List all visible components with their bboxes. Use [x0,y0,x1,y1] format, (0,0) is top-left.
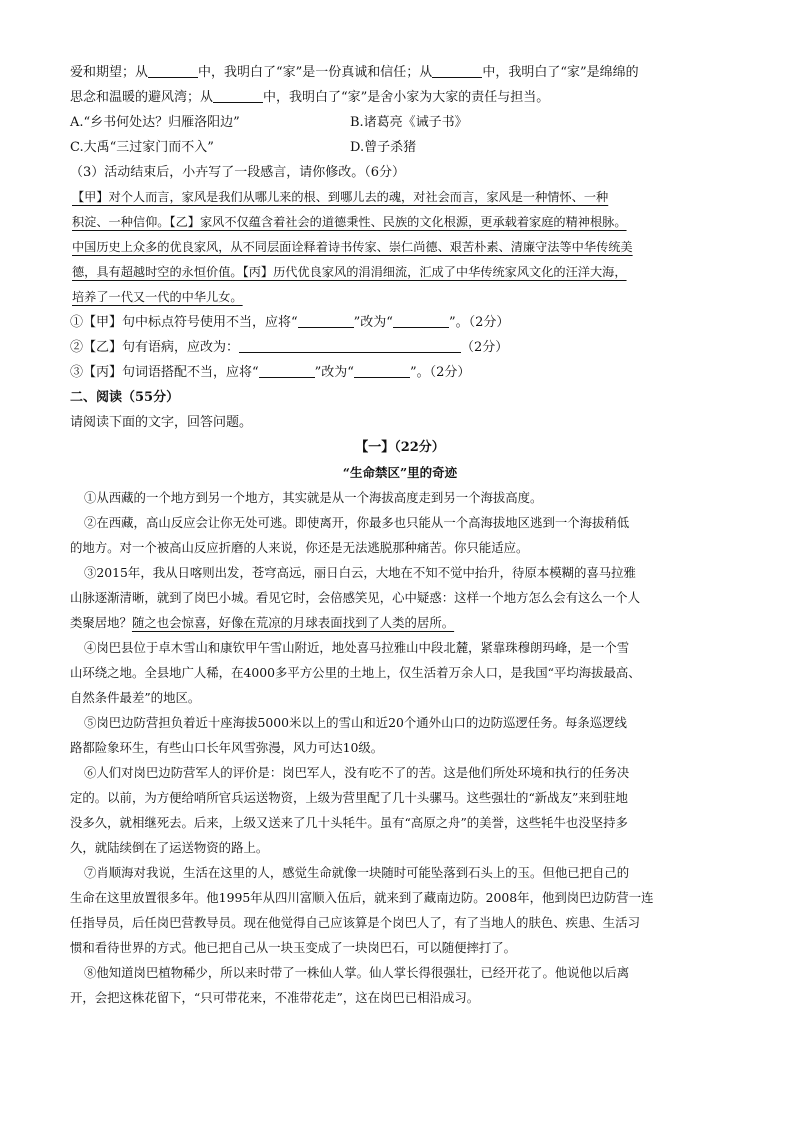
options-row-1 [70,110,730,135]
answer-blank[interactable] [298,313,354,328]
sub-text: ”。（2分） [448,315,510,330]
intro-text: 中，我明白了“家”是舍小家为大家的责任与担当。 [263,90,550,105]
answer-blank[interactable] [354,363,410,378]
paragraph-line: 山脉逐渐清晰，就到了岗巴小城。看见它时，会倍感笑见，心中疑惑：这样一个地方怎么会有这么一个人 [70,590,640,605]
paragraph-line: 定的。以前，为方便给哨所官兵运送物资，上级为营里配了几十头骡马。这些强壮的“新战友”来到驻地 [70,790,628,805]
reading-instruction: 请阅读下面的文字，回答问题。 [70,415,253,430]
paragraph-line: 开，会把这株花留下，“只可带花来，不准带花走”，这在岗巴已相沿成习。 [70,990,480,1005]
paragraph-2 [70,510,730,560]
paragraph-7 [70,860,730,960]
paragraph-line: 路都险象环生，有些山口长年风雪弥漫，风力可达10级。 [70,740,384,755]
sub-text: ②【乙】句有语病，应改为： [70,340,240,355]
answer-blank[interactable] [148,63,198,78]
option-d: D.曾子杀猪 [350,140,417,155]
intro-text: 中，我明白了“家”是绵绵的 [482,65,639,80]
intro-text: 中，我明白了“家”是一份真诚和信任；从 [198,65,433,80]
option-b: B.诸葛亮《诫子书》 [350,115,468,130]
passage-line: 培养了一代又一代的中华儿女。 [72,290,243,304]
answer-blank[interactable] [259,363,315,378]
part-1-heading: 【一】（22分） [355,440,445,455]
options-row-2 [70,135,730,160]
sub-question-1 [70,310,730,335]
passage-line: 【甲】对个人而言，家风是我们从哪儿来的根、到哪儿去的魂，对社会而言，家风是一种情怀、一种 [72,190,609,204]
paragraph-line: ⑤岗巴边防营担负着近十座海拔5000米以上的雪山和近20个通外山口的边防巡逻任务。每条巡逻线 [84,715,627,730]
sub-text: ”。（2分） [409,365,471,380]
paragraph-line: ②在西藏，高山反应会让你无处可逃。即使离开，你最多也只能从一个高海拔地区逃到一个海拔稍低 [84,515,630,530]
intro-text: 思念和温暖的避风湾；从 [70,90,214,105]
paragraph-line: 没多久，就相继死去。后来，上级又送来了几十头牦牛。虽有“高原之舟”的美誉，这些牦牛也没坚持多 [70,815,628,830]
paragraph-line [70,610,730,635]
sub-question-3 [70,360,730,385]
passage-line: 中国历史上众多的优良家风，从不同层面诠释着诗书传家、崇仁尚德、艰苦朴素、清廉守法等中华传统美 [72,240,633,254]
paragraph-line: ④岗巴县位于卓木雪山和康钦甲午雪山附近，地处喜马拉雅山中段北麓，紧靠珠穆朗玛峰，是一个雪 [84,640,630,655]
paragraph-8 [70,960,730,1010]
passage-line: 德，具有超越时空的永恒价值。【丙】历代优良家风的涓涓细流，汇成了中华传统家风文化的汪洋大海， [72,265,627,279]
paragraph-3 [70,560,730,635]
paragraph-line: 自然条件最差”的地区。 [70,690,201,705]
paragraph-line: 久，就陆续倒在了运送物资的路上。 [70,840,269,855]
sub-question-2 [70,335,730,360]
paragraph-text: 类聚居地？ [70,615,132,630]
answer-blank[interactable] [393,313,449,328]
answer-blank[interactable] [432,63,482,78]
option-a: A.“乡书何处达？归雁洛阳边” [70,115,240,130]
intro-line-2 [70,85,730,110]
intro-line-1 [70,60,730,85]
paragraph-line: 惯和看待世界的方式。他已把自己从一块玉变成了一块岗巴石，可以随便摔打了。 [70,940,517,955]
question-3: （3）活动结束后，小卉写了一段感言，请你修改。（6分） [70,165,406,180]
sub-text: （2分） [461,340,509,355]
exam-page [70,60,730,1010]
intro-text: 爱和期望；从 [70,65,149,80]
paragraph-line: ⑧他知道岗巴植物稀少，所以来时带了一株仙人掌。仙人掌长得很强壮，已经开花了。他说他以后离 [84,965,630,980]
paragraph-line: 生命在这里放置很多年。他1995年从四川富顺入伍后，就来到了藏南边防。2008年，他到岗巴边防营一连 [70,890,654,905]
section-2-heading: 二、阅读（55分） [70,390,180,405]
sub-text: ①【甲】句中标点符号使用不当，应将“ [70,315,298,330]
paragraph-6 [70,760,730,860]
passage-line: 积淀、一种信仰。【乙】家风不仅蕴含着社会的道德秉性、民族的文化根源，更承载着家庭的精神根脉。 [72,215,627,229]
paragraph-4 [70,635,730,710]
answer-blank[interactable] [213,88,263,103]
underlined-sentence: 随之也会惊喜，好像在荒凉的月球表面找到了人类的居所。 [131,615,455,630]
answer-blank[interactable] [239,338,461,353]
paragraph-line: ⑥人们对岗巴边防营军人的评价是：岗巴军人，没有吃不了的苦。这是他们所处环境和执行的任务决 [84,765,630,780]
sub-text: ”改为“ [353,315,393,330]
sub-text: ③【丙】句词语搭配不当，应将“ [70,365,259,380]
paragraph-5 [70,710,730,760]
paragraph-line: 山环绕之地。全县地广人稀，在4000多平方公里的土地上，仅生活着万余人口，是我国“平均海拔最高、 [70,665,641,680]
paragraph-line: 任指导员，后任岗巴营教导员。现在他觉得自己应该算是个岗巴人了，有了当地人的肤色、疾患、生活习 [70,915,640,930]
paragraph-line: 的地方。对一个被高山反应折磨的人来说，你还是无法逃脱那种痛苦。你只能适应。 [70,540,529,555]
passage-block [70,185,730,310]
paragraph-line: ⑦肖顺海对我说，生活在这里的人，感觉生命就像一块随时可能坠落到石头上的玉。但他已把自己的 [84,865,630,880]
paragraph-1 [70,485,730,510]
sub-text: ”改为“ [314,365,354,380]
article-title: “生命禁区”里的奇迹 [342,465,458,480]
paragraph-line: ①从西藏的一个地方到另一个地方，其实就是从一个海拔高度走到另一个海拔高度。 [84,490,543,505]
paragraph-line: ③2015年，我从日喀则出发，苍穹高远，丽日白云，大地在不知不觉中抬升，待原本模糊的喜马拉雅 [84,565,636,580]
option-c: C.大禹“三过家门而不入” [70,140,214,155]
